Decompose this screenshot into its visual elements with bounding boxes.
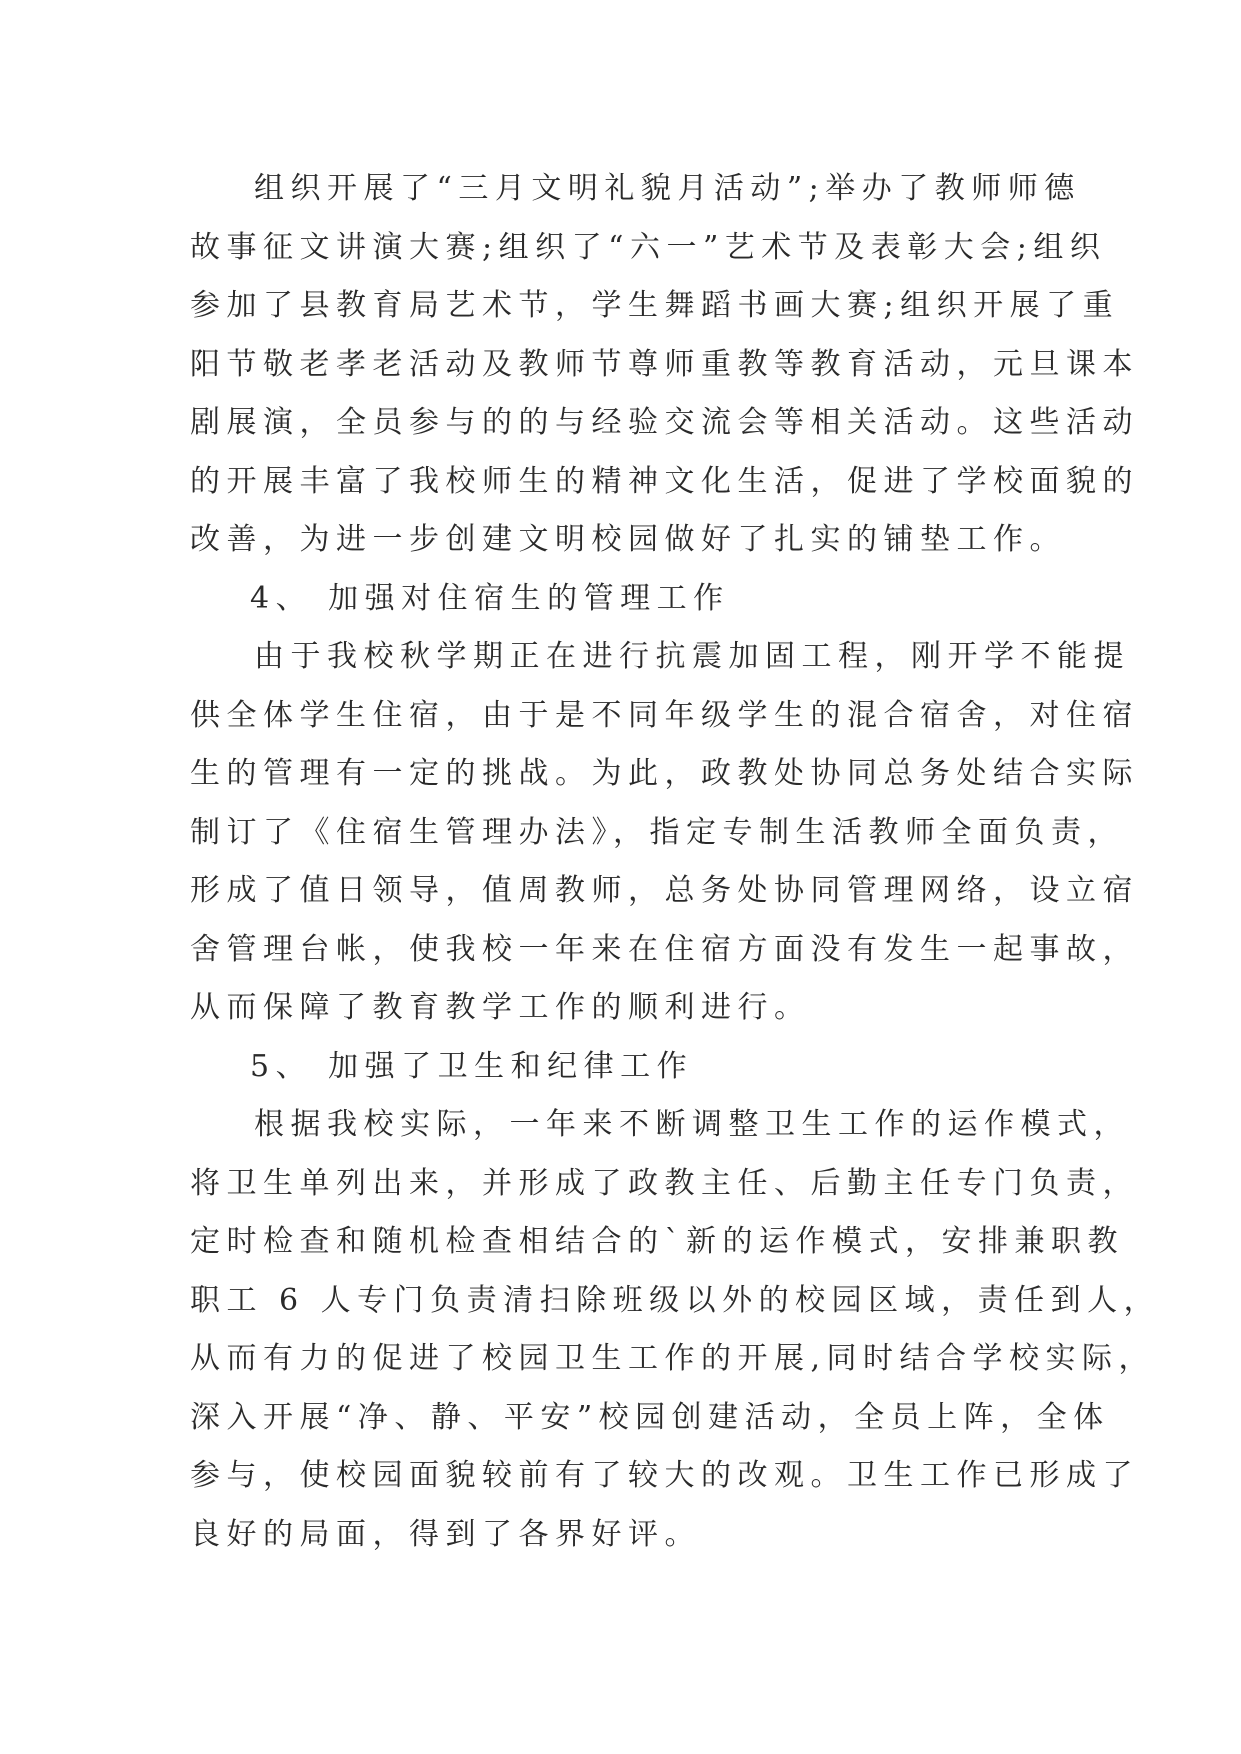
paragraph-line: 深入开展“净、静、平安”校园创建活动，全员上阵，全体: [190, 1399, 1110, 1435]
paragraph-line: 参加了县教育局艺术节，学生舞蹈书画大赛;组织开展了重: [190, 288, 1120, 323]
paragraph-line: 由于我校秋学期正在进行抗震加固工程，刚开学不能提: [254, 639, 1130, 674]
paragraph-line: 形成了值日领导，值周教师，总务处协同管理网络，设立宿: [190, 873, 1139, 908]
section-heading: 4、 加强对住宿生的管理工作: [250, 580, 730, 616]
paragraph-line: 参与，使校园面貌较前有了较大的改观。卫生工作已形成了: [190, 1458, 1139, 1493]
section-heading: 5、 加强了卫生和纪律工作: [250, 1048, 694, 1084]
document-body: [190, 160, 1161, 1564]
paragraph-line: 阳节敬老孝老活动及教师节尊师重教等教育活动，元旦课本: [190, 346, 1139, 382]
paragraph-line: 将卫生单列出来，并形成了政教主任、后勤主任专门负责，: [190, 1165, 1139, 1201]
paragraph-line: 供全体学生住宿，由于是不同年级学生的混合宿舍，对住宿: [190, 697, 1139, 733]
paragraph-line: 的开展丰富了我校师生的精神文化生活，促进了学校面貌的: [190, 463, 1139, 499]
paragraph-line: 从而保障了教育教学工作的顺利进行。: [190, 990, 811, 1025]
paragraph-line: 根据我校实际，一年来不断调整卫生工作的运作模式，: [254, 1107, 1130, 1142]
paragraph-line: 制订了《住宿生管理办法》，指定专制生活教师全面负责，: [190, 814, 1124, 850]
paragraph-line: 舍管理台帐，使我校一年来在住宿方面没有发生一起事故，: [190, 931, 1139, 967]
paragraph-line: 故事征文讲演大赛;组织了“六一”艺术节及表彰大会;组织: [190, 229, 1107, 265]
paragraph-line: 生的管理有一定的挑战。为此，政教处协同总务处结合实际: [190, 756, 1139, 791]
paragraph-line: 职工 6 人专门负责清扫除班级以外的校园区域，责任到人，: [190, 1282, 1161, 1318]
paragraph-line: 改善，为进一步创建文明校园做好了扎实的铺垫工作。: [190, 522, 1066, 557]
paragraph-line: 剧展演，全员参与的的与经验交流会等相关活动。这些活动: [190, 405, 1139, 440]
paragraph-line: 良好的局面，得到了各界好评。: [190, 1516, 701, 1552]
paragraph-line: 定时检查和随机检查相结合的`新的运作模式，安排兼职教: [190, 1224, 1124, 1259]
paragraph-line: 组织开展了“三月文明礼貌月活动”;举办了教师师德: [254, 171, 1081, 206]
paragraph-line: 从而有力的促进了校园卫生工作的开展,同时结合学校实际，: [190, 1341, 1156, 1376]
